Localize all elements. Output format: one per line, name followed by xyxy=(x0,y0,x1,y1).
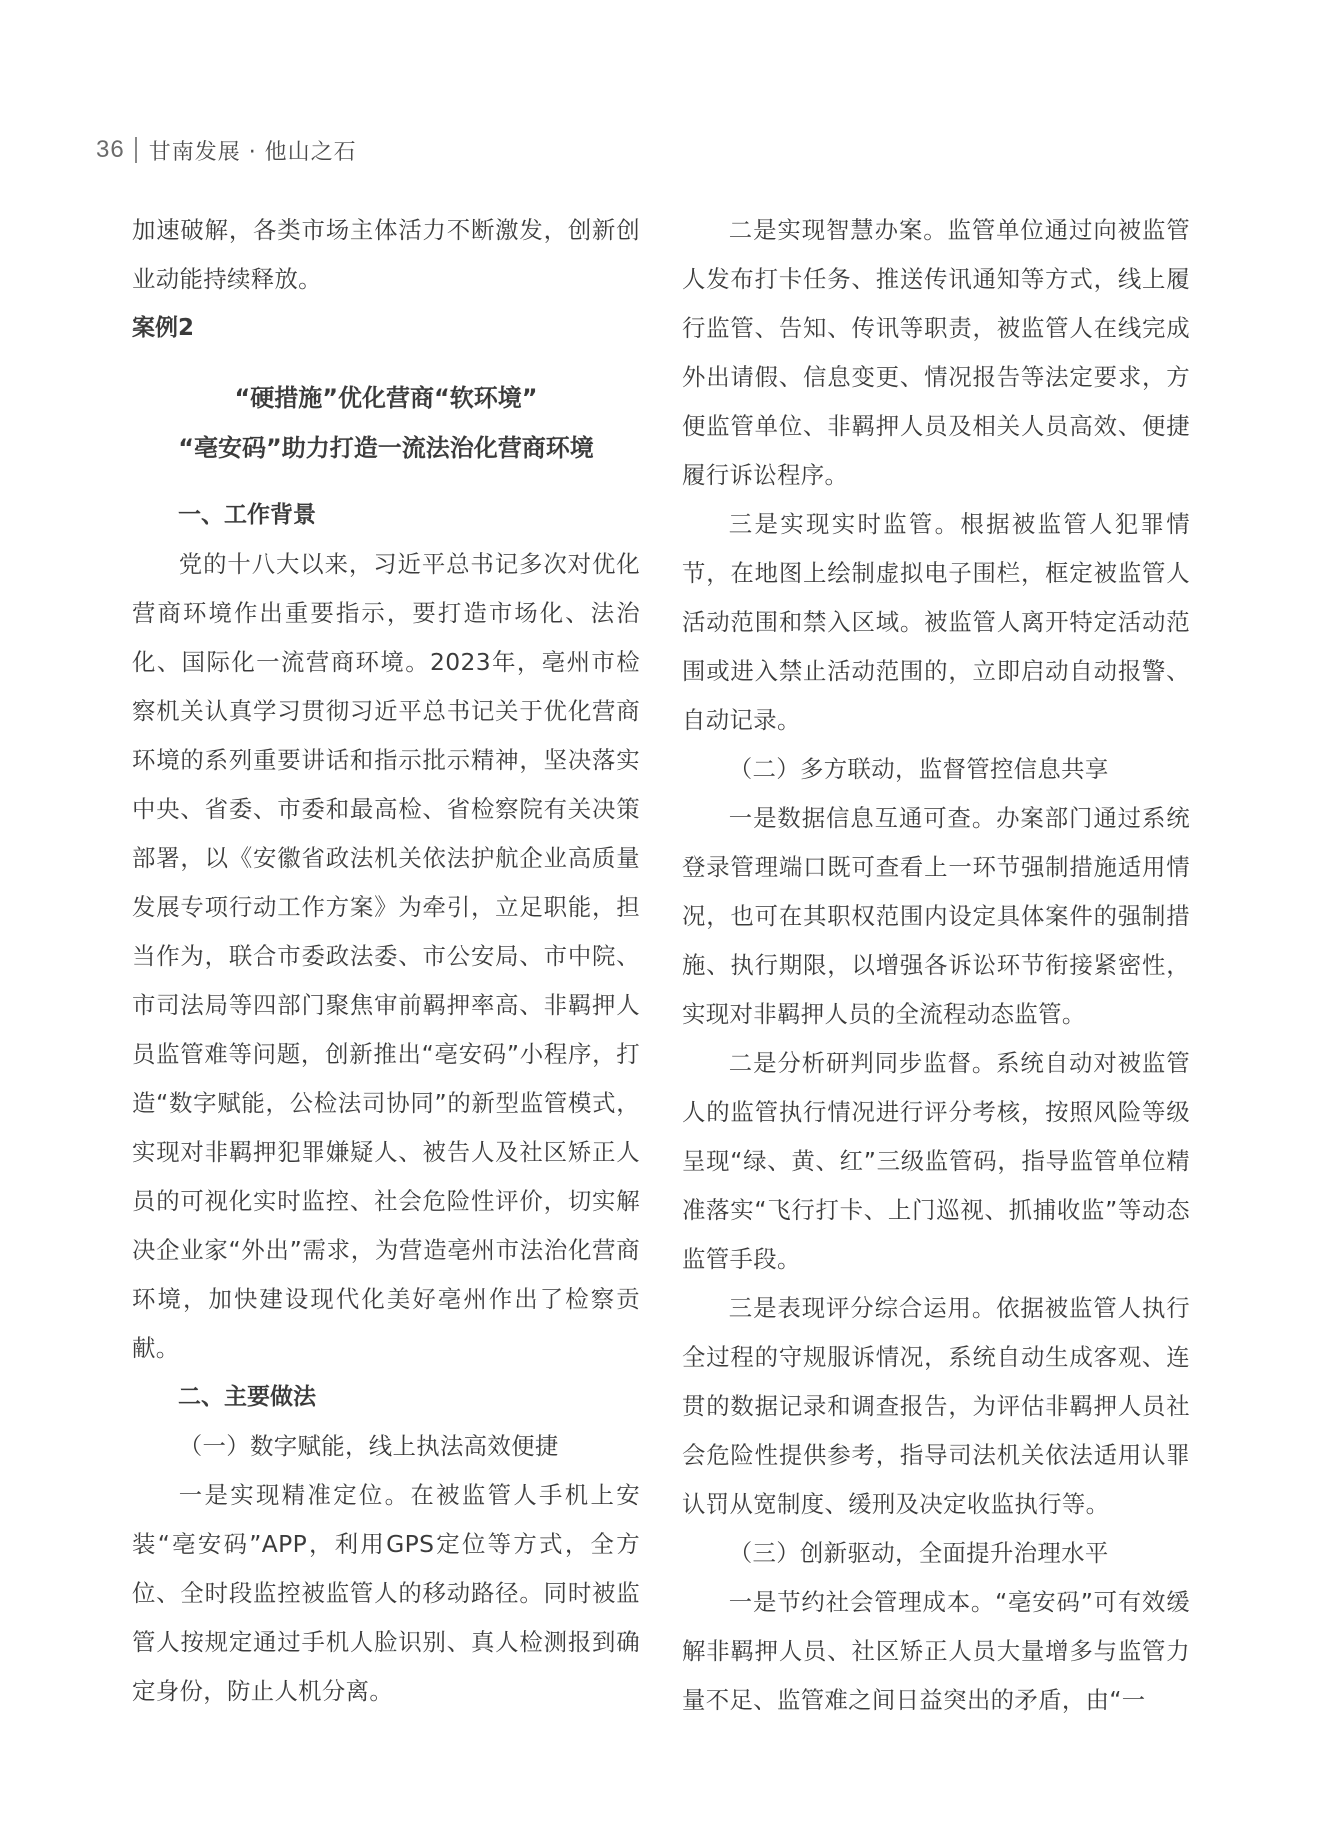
paragraph-smart-handling: 二是实现智慧办案。监管单位通过向被监管人发布打卡任务、推送传讯通知等方式，线上履行监管、告知、传讯等职责，被监管人在线完成外出请假、信息变更、情况报告等法定要求，方便监管单位、非羁押人员及相关人员高效、便捷履行诉讼程序。 xyxy=(682,216,1190,489)
paragraph-realtime-supervision: 三是实现实时监管。根据被监管人犯罪情节，在地图上绘制虚拟电子围栏，框定被监管人活动范围和禁入区域。被监管人离开特定活动范围或进入禁止活动范围的，立即启动自动报警、自动记录。 xyxy=(682,510,1190,734)
paragraph-precise-positioning: 一是实现精准定位。在被监管人手机上安装“亳安码”APP，利用GPS定位等方式，全方位、全时段监控被监管人的移动路径。同时被监管人按规定通过手机人脸识别、真人检测报到确定身份，防止人机分离。 xyxy=(132,1481,640,1705)
paragraph-score-usage: 三是表现评分综合运用。依据被监管人执行全过程的守规服诉情况，系统自动生成客观、连贯的数据记录和调查报告，为评估非羁押人员社会危险性提供参考，指导司法机关依法适用认罪认罚从宽制度、缓刑及决定收监执行等。 xyxy=(682,1294,1190,1518)
paragraph-analysis: 二是分析研判同步监督。系统自动对被监管人的监管执行情况进行评分考核，按照风险等级呈现“绿、黄、红”三级监管码，指导监管单位精准落实“飞行打卡、上门巡视、抓捕收监”等动态监管手段。 xyxy=(682,1049,1190,1273)
continuation-paragraph: 加速破解，各类市场主体活力不断激发，创新创业动能持续释放。 xyxy=(132,216,640,293)
header-divider xyxy=(135,137,137,163)
section-title: 甘南发展 · 他山之石 xyxy=(148,139,357,165)
page-number: 36 xyxy=(96,136,125,163)
subheading-multi-party: （二）多方联动，监督管控信息共享 xyxy=(728,755,1109,783)
subheading-digital: （一）数字赋能，线上执法高效便捷 xyxy=(178,1432,559,1460)
article-title-line-2: “亳安码”助力打造一流法治化营商环境 xyxy=(178,434,594,462)
left-column xyxy=(132,206,640,1716)
case-label: 案例2 xyxy=(132,315,195,341)
right-column xyxy=(682,206,1190,1725)
paragraph-cost-saving: 一是节约社会管理成本。“亳安码”可有效缓解非羁押人员、社区矫正人员大量增多与监管力量不足、监管难之间日益突出的矛盾，由“一 xyxy=(682,1588,1190,1714)
page-header xyxy=(96,132,357,168)
article-title-line-1: “硬措施”优化营商“软环境” xyxy=(234,384,538,412)
background-paragraph: 党的十八大以来，习近平总书记多次对优化营商环境作出重要指示，要打造市场化、法治化、国际化一流营商环境。2023年，亳州市检察机关认真学习贯彻习近平总书记关于优化营商环境的系列重要讲话和指示批示精神，坚决落实中央、省委、市委和最高检、省检察院有关决策部署，以《安徽省政法机关依法护航企业高质量发展专项行动工作方案》为牵引，立足职能，担当作为，联合市委政法委、市公安局、市中院、市司法局等四部门聚焦审前羁押率高、非羁押人员监管难等问题，创新推出“亳安码”小程序，打造“数字赋能，公检法司协同”的新型监管模式，实现对非羁押犯罪嫌疑人、被告人及社区矫正人员的可视化实时监控、社会危险性评价，切实解决企业家“外出”需求，为营造亳州市法治化营商环境，加快建设现代化美好亳州作出了检察贡献。 xyxy=(132,550,640,1362)
heading-background: 一、工作背景 xyxy=(178,502,316,528)
article-title xyxy=(132,373,640,473)
heading-main-practices: 二、主要做法 xyxy=(178,1384,316,1410)
paragraph-data-sharing: 一是数据信息互通可查。办案部门通过系统登录管理端口既可查看上一环节强制措施适用情况，也可在其职权范围内设定具体案件的强制措施、执行期限，以增强各诉讼环节衔接紧密性，实现对非羁押人员的全流程动态监管。 xyxy=(682,804,1190,1028)
subheading-innovation: （三）创新驱动，全面提升治理水平 xyxy=(728,1539,1109,1567)
